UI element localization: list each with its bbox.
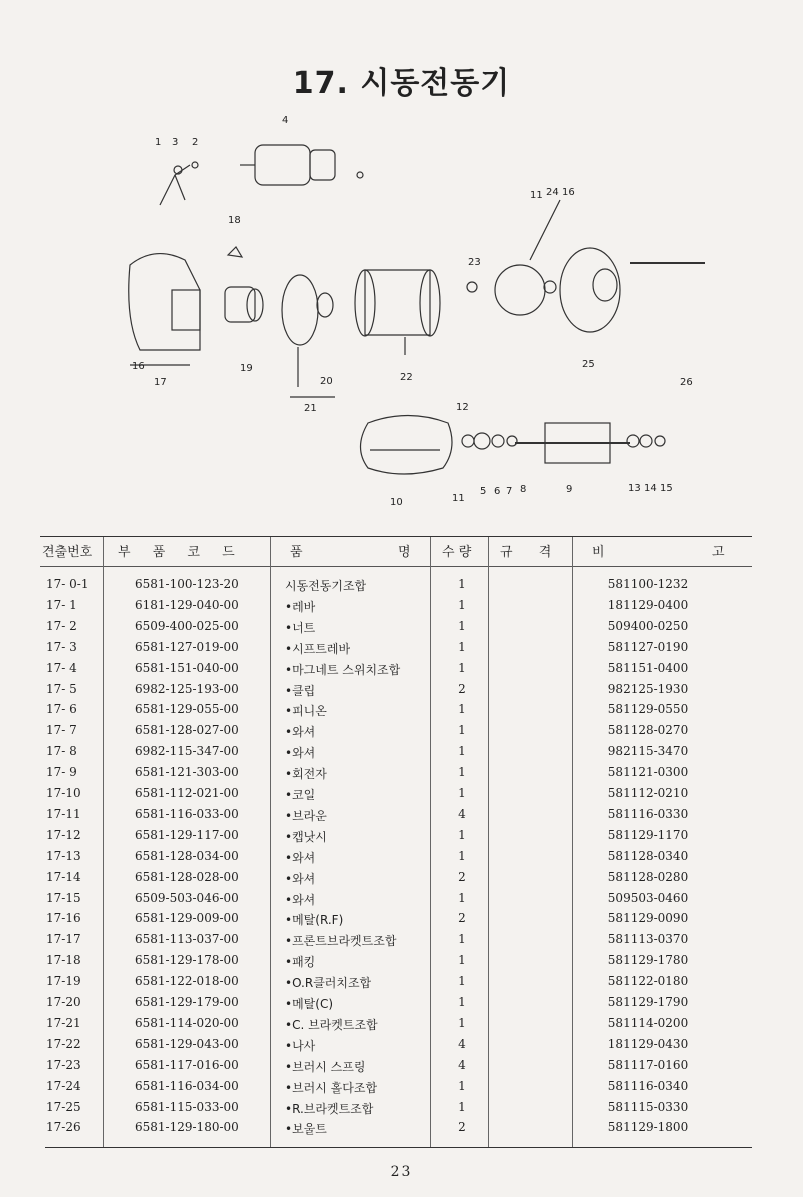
part-number-cell: 17- 0-1 [46,577,89,591]
remarks-cell: 581113-0370 [607,932,689,947]
part-number-cell: 17-23 [46,1057,81,1072]
remarks-cell: 982125-1930 [607,681,689,696]
remarks-cell: 581116-0330 [607,806,689,821]
part-number-cell: 17- 6 [46,702,77,717]
remarks-cell: 581115-0330 [607,1099,689,1114]
table-row [0,577,803,598]
remarks-cell: 581100-1232 [607,577,689,591]
header-remarks-b: 고 [712,545,725,560]
part-code-cell: 6581-129-043-00 [135,1036,239,1051]
table-row [0,598,803,619]
quantity-cell: 1 [458,1099,466,1114]
part-number-cell: 17-18 [46,953,81,968]
part-code-cell: 6982-115-347-00 [135,744,239,759]
part-name-cell: •O.R클러치조합 [285,976,372,991]
table-row [0,723,803,744]
callout-16: 16 [562,187,575,198]
part-name-cell: •마그네트 스위치조합 [285,662,401,677]
part-number-cell: 17-16 [46,911,81,926]
header-part-number: 견출번호 [42,545,93,560]
remarks-cell: 581129-1780 [607,953,689,968]
remarks-cell: 181129-0430 [607,1036,689,1051]
part-name-cell: •너트 [285,620,316,635]
table-row [0,849,803,870]
table-row [0,995,803,1016]
table-row [0,640,803,661]
part-number-cell: 17-20 [46,995,81,1009]
part-code-cell: 6581-129-180-00 [135,1120,239,1135]
callout-9: 9 [566,484,573,495]
part-name-cell: •피니온 [285,704,327,719]
part-name-cell: •회전자 [285,767,327,782]
remarks-cell: 581114-0200 [607,1015,689,1030]
quantity-cell: 1 [458,974,466,989]
quantity-cell: 1 [458,932,466,947]
part-number-cell: 17- 3 [46,639,77,654]
callout-5: 5 [480,486,487,497]
quantity-cell: 4 [458,1057,466,1072]
callout-11-lower: 11 [452,493,465,504]
part-name-cell: •와셔 [285,746,316,761]
quantity-cell: 1 [458,639,466,654]
remarks-cell: 509400-0250 [607,618,689,633]
table-row [0,974,803,995]
part-code-cell: 6581-151-040-00 [135,660,239,675]
exploded-parts-diagram [100,105,710,515]
part-number-cell: 17-17 [46,932,81,947]
part-code-cell: 6581-127-019-00 [135,639,239,654]
part-code-cell: 6509-503-046-00 [135,890,239,905]
part-name-cell: •코일 [285,788,316,802]
callout-10: 10 [390,497,403,508]
part-code-cell: 6581-116-033-00 [135,806,239,821]
part-number-cell: 17-10 [46,786,81,800]
quantity-cell: 1 [458,765,466,780]
table-row [0,786,803,807]
part-number-cell: 17- 2 [46,618,77,633]
quantity-cell: 1 [458,1078,466,1093]
part-number-cell: 17- 5 [46,681,77,696]
callout-16-lower: 16 [132,361,145,372]
table-row [0,1079,803,1100]
page-title: 17. 시동전동기 [292,66,511,101]
table-top-rule [40,536,752,537]
quantity-cell: 1 [458,618,466,633]
remarks-cell: 581129-1790 [607,995,689,1009]
part-name-cell: •브러시 스프링 [285,1059,366,1074]
callout-20: 20 [320,376,333,387]
callout-1: 1 [155,137,162,148]
part-number-cell: 17- 7 [46,723,77,738]
table-row [0,953,803,974]
part-number-cell: 17-26 [46,1120,81,1135]
table-row [0,1120,803,1141]
remarks-cell: 581151-0400 [607,660,689,675]
callout-4: 4 [282,115,289,126]
callout-7: 7 [506,486,513,497]
remarks-cell: 581127-0190 [607,639,689,654]
quantity-cell: 1 [458,597,466,612]
part-number-cell: 17-14 [46,869,81,884]
remarks-cell: 509503-0460 [607,890,689,905]
part-name-cell: •나사 [285,1038,316,1053]
remarks-cell: 581128-0280 [607,869,689,884]
quantity-cell: 2 [458,1120,466,1135]
part-code-cell: 6581-128-034-00 [135,848,239,863]
table-row [0,682,803,703]
callout-2: 2 [192,137,199,148]
part-number-cell: 17-25 [46,1099,81,1114]
part-name-cell: •브라운 [285,808,327,823]
quantity-cell: 2 [458,681,466,696]
header-quantity: 수 량 [442,545,472,560]
part-number-cell: 17-21 [46,1015,81,1030]
part-number-cell: 17-11 [46,806,81,821]
quantity-cell: 1 [458,744,466,759]
part-code-cell: 6581-129-055-00 [135,702,239,717]
remarks-cell: 581129-1170 [607,827,689,842]
part-code-cell: 6982-125-193-00 [135,681,239,696]
callout-22: 22 [400,372,413,383]
table-row [0,891,803,912]
header-remarks-a: 비 [592,545,605,560]
table-row [0,744,803,765]
callout-23: 23 [468,257,481,268]
part-code-cell: 6181-129-040-00 [135,597,239,612]
part-name-cell: •C. 브라켓트조합 [285,1017,378,1032]
part-name-cell: •프론트브라켓트조합 [285,934,397,949]
remarks-cell: 581121-0300 [607,765,689,780]
quantity-cell: 1 [458,848,466,863]
part-code-cell: 6581-116-034-00 [135,1078,239,1093]
header-spec: 규 격 [500,545,552,560]
callout-6: 6 [494,486,501,497]
remarks-cell: 581112-0210 [607,786,689,800]
remarks-cell: 581128-0270 [607,723,689,738]
remarks-cell: 581129-0090 [607,911,689,926]
part-name-cell: •와셔 [285,892,316,907]
part-code-cell: 6581-128-028-00 [135,869,239,884]
part-code-cell: 6581-129-179-00 [135,995,239,1009]
quantity-cell: 1 [458,786,466,800]
callout-18: 18 [228,215,241,226]
table-header-rule [40,566,752,567]
part-code-cell: 6581-122-018-00 [135,974,239,989]
quantity-cell: 1 [458,577,466,591]
part-number-cell: 17-15 [46,890,81,905]
callout-17: 17 [154,377,167,388]
header-part-code: 부 품 코 드 [118,545,235,560]
part-code-cell: 6581-121-303-00 [135,765,239,780]
remarks-cell: 581117-0160 [607,1057,689,1072]
table-row [0,870,803,891]
part-name-cell: •와셔 [285,871,316,886]
part-number-cell: 17-19 [46,974,81,989]
table-row [0,1058,803,1079]
table-row [0,702,803,723]
part-name-cell: •시프트레바 [285,641,351,656]
quantity-cell: 1 [458,953,466,968]
table-row [0,1037,803,1058]
part-name-cell: 시동전동기조합 [285,579,367,593]
part-code-cell: 6581-129-117-00 [135,827,239,842]
table-row [0,1016,803,1037]
header-part-name-b: 명 [398,545,411,560]
quantity-cell: 2 [458,869,466,884]
table-row [0,1100,803,1121]
callout-24: 24 [546,187,559,198]
quantity-cell: 4 [458,806,466,821]
table-row [0,765,803,786]
part-name-cell: •캡낫시 [285,829,327,844]
part-number-cell: 17-22 [46,1036,81,1051]
part-name-cell: •패킹 [285,955,316,970]
callout-3: 3 [172,137,179,148]
part-name-cell: •메탈(R.F) [285,913,344,928]
part-name-cell: •브러시 홀다조합 [285,1080,378,1095]
quantity-cell: 2 [458,911,466,926]
remarks-cell: 581116-0340 [607,1078,689,1093]
remarks-cell: 181129-0400 [607,597,689,612]
part-code-cell: 6581-129-009-00 [135,911,239,926]
part-number-cell: 17-24 [46,1078,81,1093]
part-name-cell: •와셔 [285,850,316,865]
callout-8: 8 [520,484,527,495]
callout-25: 25 [582,359,595,370]
part-code-cell: 6581-114-020-00 [135,1015,239,1030]
part-code-cell: 6581-117-016-00 [135,1057,239,1072]
quantity-cell: 1 [458,723,466,738]
part-code-cell: 6509-400-025-00 [135,618,239,633]
remarks-cell: 581128-0340 [607,848,689,863]
table-row [0,828,803,849]
table-bottom-rule [45,1147,752,1148]
part-code-cell: 6581-112-021-00 [135,786,239,800]
callout-12: 12 [456,402,469,413]
quantity-cell: 1 [458,995,466,1009]
callout-11: 11 [530,190,543,201]
table-row [0,911,803,932]
part-number-cell: 17- 1 [46,597,77,612]
table-row [0,619,803,640]
table-row [0,807,803,828]
page-number: 23 [390,1164,413,1180]
table-row [0,661,803,682]
part-number-cell: 17- 9 [46,765,77,780]
quantity-cell: 1 [458,890,466,905]
callout-15: 15 [660,483,673,494]
remarks-cell: 581122-0180 [607,974,689,989]
part-code-cell: 6581-115-033-00 [135,1099,239,1114]
remarks-cell: 581129-1800 [607,1120,689,1135]
part-number-cell: 17- 4 [46,660,77,675]
quantity-cell: 1 [458,827,466,842]
callout-21: 21 [304,403,317,414]
part-name-cell: •클립 [285,683,316,698]
part-name-cell: •보울트 [285,1122,327,1137]
callout-14: 14 [644,483,657,494]
part-code-cell: 6581-128-027-00 [135,723,239,738]
part-code-cell: 6581-113-037-00 [135,932,239,947]
quantity-cell: 4 [458,1036,466,1051]
callout-13: 13 [628,483,641,494]
part-number-cell: 17- 8 [46,744,77,759]
part-number-cell: 17-13 [46,848,81,863]
part-name-cell: •메탈(C) [285,997,334,1011]
part-code-cell: 6581-100-123-20 [135,577,239,591]
callout-26: 26 [680,377,693,388]
table-row [0,932,803,953]
part-name-cell: •R.브라켓트조합 [285,1101,374,1116]
part-number-cell: 17-12 [46,827,81,842]
quantity-cell: 1 [458,660,466,675]
remarks-cell: 982115-3470 [607,744,689,759]
quantity-cell: 1 [458,1015,466,1030]
quantity-cell: 1 [458,702,466,717]
part-name-cell: •와셔 [285,725,316,740]
callout-19: 19 [240,363,253,374]
part-name-cell: •레바 [285,599,316,614]
header-part-name-a: 품 [290,545,303,560]
part-code-cell: 6581-129-178-00 [135,953,239,968]
remarks-cell: 581129-0550 [607,702,689,717]
